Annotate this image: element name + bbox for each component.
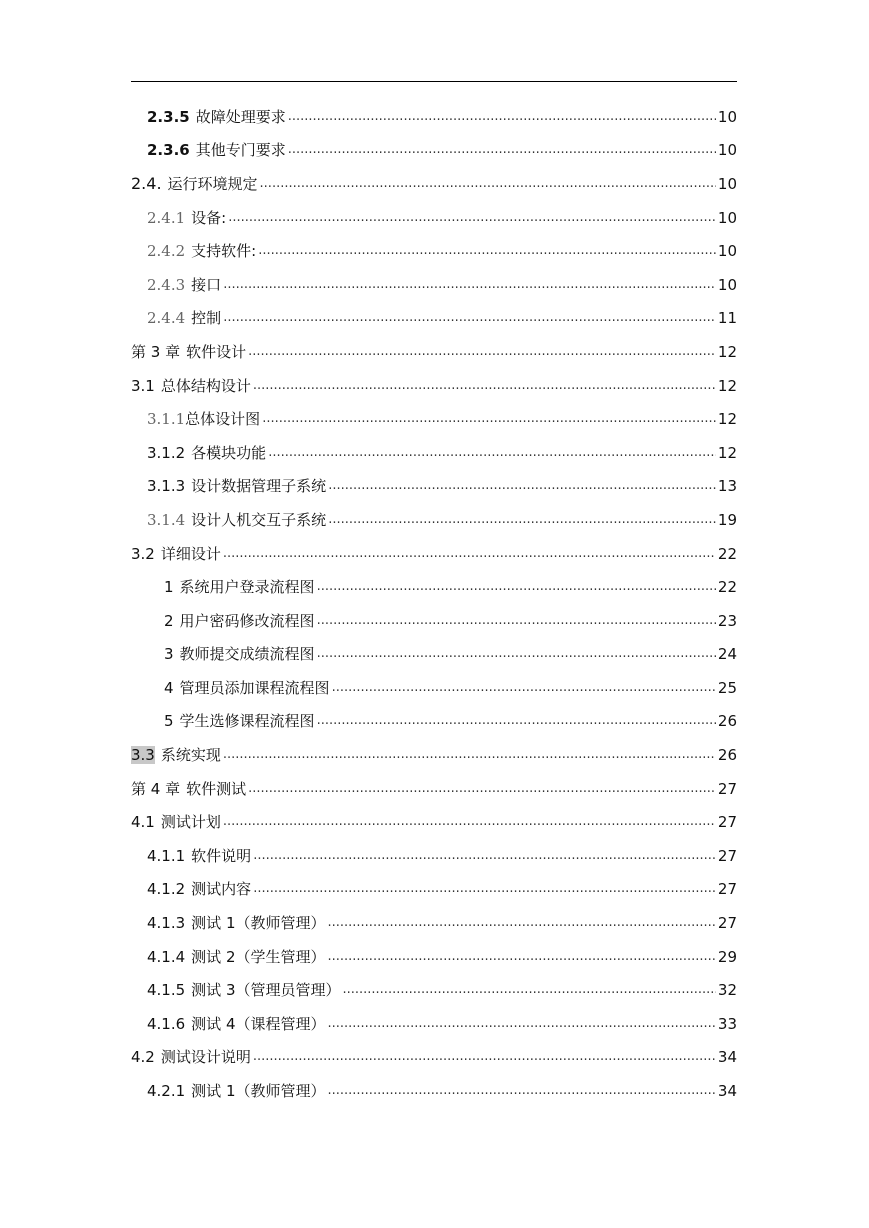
toc-entry-title [164,611,317,631]
toc-entry-title [147,107,288,127]
toc-entry-number: 3 [164,645,174,664]
dot-leader [253,846,716,866]
dot-leader [260,174,716,194]
toc-entry-title [147,208,228,228]
toc-entry-page: 23 [717,611,737,630]
toc-entry[interactable] [131,167,737,201]
toc-entry[interactable] [131,335,737,369]
toc-entry-text: 设计人机交互子系统 [191,510,327,529]
dot-leader [223,275,716,295]
toc-entry-number: 第 4 章 [131,779,181,798]
toc-entry[interactable] [131,906,737,940]
toc-entry-text: 总体结构设计 [160,376,251,395]
toc-entry-number: 2.4.4 [147,309,186,328]
dot-leader [248,779,716,799]
toc-entry-number: 4.1.5 [147,981,186,1000]
dot-leader [342,980,715,1000]
toc-entry-title [147,275,223,295]
toc-entry-page: 10 [717,174,737,193]
toc-entry-title [147,1014,327,1034]
toc-entry-page: 10 [717,208,737,227]
dot-leader [317,644,716,664]
dot-leader [328,476,716,496]
toc-entry-title [131,779,248,799]
toc-entry-page: 11 [717,309,737,328]
toc-entry-page: 27 [717,779,737,798]
dot-leader [327,913,715,933]
toc-entry-text: 测试 1（教师管理） [191,1082,326,1101]
toc-entry-number: 4.1.6 [147,1014,186,1033]
toc-entry-number: 3.1 [131,376,155,395]
toc-entry-title [164,577,317,597]
toc-entry[interactable] [131,1041,737,1075]
toc-entry-text: 运行环境规定 [167,174,258,193]
toc-entry-page: 22 [717,578,737,597]
toc-entry[interactable] [131,537,737,571]
toc-entry[interactable] [131,772,737,806]
toc-entry[interactable] [131,705,737,739]
toc-entry[interactable] [131,873,737,907]
toc-entry-page: 34 [717,1048,737,1067]
toc-entry-number: 4.1 [131,813,155,832]
toc-entry-number: 2.3.6 [147,141,190,160]
toc-entry-page: 27 [717,880,737,899]
toc-entry-number: 4.1.4 [147,947,186,966]
dot-leader [327,947,715,967]
toc-entry-title [147,409,262,429]
toc-entry-page: 26 [717,712,737,731]
toc-entry[interactable] [131,436,737,470]
toc-entry-number: 3.1.2 [147,443,186,462]
toc-entry-number: 3.2 [131,544,155,563]
toc-entry-number: 1 [164,578,174,597]
toc-entry[interactable] [131,805,737,839]
toc-entry[interactable] [131,604,737,638]
toc-entry-number: 2.4.1 [147,208,186,227]
toc-entry[interactable] [131,973,737,1007]
toc-entry[interactable] [131,738,737,772]
toc-entry-page: 10 [717,242,737,261]
toc-entry-text: 接口 [191,275,222,294]
table-of-contents [131,100,737,1108]
toc-entry-page: 10 [717,275,737,294]
toc-entry-page: 10 [717,141,737,160]
toc-entry-title [147,308,223,328]
dot-leader [327,1014,715,1034]
toc-entry-text: 软件设计 [186,342,247,361]
toc-entry-page: 24 [717,645,737,664]
dot-leader [288,107,716,127]
toc-entry-title [164,678,332,698]
toc-entry-title [147,476,328,496]
toc-entry-text: 设计数据管理子系统 [191,477,327,496]
toc-entry-number: 2.4.2 [147,242,186,261]
toc-entry[interactable] [131,234,737,268]
toc-entry-title [164,644,317,664]
toc-entry-text: 测试设计说明 [160,1048,251,1067]
toc-entry-title [131,812,223,832]
toc-entry-number: 4.1.3 [147,914,186,933]
toc-entry-page: 34 [717,1082,737,1101]
toc-entry-number: 2.4.3 [147,275,186,294]
dot-leader [327,1081,715,1101]
dot-leader [317,611,716,631]
dot-leader [262,409,716,429]
toc-entry-page: 29 [717,947,737,966]
toc-entry-text: 学生选修课程流程图 [179,712,315,731]
dot-leader [223,745,716,765]
toc-entry-page: 19 [717,510,737,529]
dot-leader [253,879,716,899]
toc-entry[interactable] [131,1074,737,1108]
toc-entry-text: 测试内容 [191,880,252,899]
toc-entry-text: 管理员添加课程流程图 [179,678,330,697]
toc-entry-title [131,1047,253,1067]
toc-entry-page: 10 [717,107,737,126]
dot-leader [258,241,716,261]
toc-entry-page: 26 [717,746,737,765]
toc-entry-title [131,745,223,765]
toc-entry-title [147,443,268,463]
toc-entry-page: 27 [717,914,737,933]
toc-entry-text: 故障处理要求 [195,107,286,126]
toc-entry-text: 测试 1（教师管理） [191,914,326,933]
toc-entry[interactable] [131,201,737,235]
toc-entry-title [164,711,317,731]
toc-entry[interactable] [131,570,737,604]
dot-leader [288,140,716,160]
toc-entry-title [147,1081,327,1101]
toc-entry[interactable] [131,402,737,436]
toc-entry-text: 软件测试 [186,779,247,798]
toc-entry-title [131,174,260,194]
toc-entry-text: 测试计划 [160,813,221,832]
toc-entry[interactable] [131,839,737,873]
toc-entry-number: 4.1.2 [147,880,186,899]
toc-entry-number: 4 [164,678,174,697]
toc-entry[interactable] [131,369,737,403]
toc-entry-title [147,846,253,866]
toc-entry-number: 第 3 章 [131,342,181,361]
toc-entry-page: 33 [717,1014,737,1033]
toc-entry-text: 支持软件: [191,242,257,261]
toc-entry-text: 设备: [191,208,227,227]
toc-entry[interactable] [131,302,737,336]
toc-entry-number: 3.1.4 [147,510,186,529]
toc-entry-number: 3.1.1 [147,410,186,429]
dot-leader [223,308,716,328]
toc-entry[interactable] [131,940,737,974]
toc-entry-text: 总体设计图 [185,410,261,429]
toc-entry-text: 其他专门要求 [195,141,286,160]
dot-leader [253,376,716,396]
toc-entry-title [131,544,223,564]
toc-entry-page: 13 [717,477,737,496]
toc-entry-text: 系统实现 [160,746,221,765]
toc-entry[interactable] [131,503,737,537]
toc-entry[interactable] [131,671,737,705]
toc-entry-page: 22 [717,544,737,563]
toc-entry-page: 12 [717,410,737,429]
toc-entry-number: 4.1.1 [147,846,186,865]
toc-entry-title [147,980,342,1000]
dot-leader [268,443,716,463]
toc-entry-number: 3.3 [131,746,155,765]
toc-entry-text: 测试 2（学生管理） [191,947,326,966]
dot-leader [317,711,716,731]
toc-entry-text: 用户密码修改流程图 [179,611,315,630]
dot-leader [228,208,716,228]
toc-entry[interactable] [131,638,737,672]
toc-entry-page: 25 [717,678,737,697]
header-rule [131,81,737,82]
toc-entry-title [131,376,253,396]
toc-entry-page: 27 [717,846,737,865]
toc-entry-title [131,342,248,362]
dot-leader [253,1047,716,1067]
dot-leader [223,544,716,564]
toc-entry-page: 12 [717,342,737,361]
toc-entry[interactable] [131,268,737,302]
toc-entry-title [147,241,258,261]
toc-entry-title [147,510,328,530]
toc-entry-text: 软件说明 [191,846,252,865]
toc-entry[interactable] [131,134,737,168]
dot-leader [248,342,716,362]
toc-entry-text: 系统用户登录流程图 [179,578,315,597]
toc-entry[interactable] [131,100,737,134]
toc-entry-number: 4.2.1 [147,1082,186,1101]
dot-leader [223,812,716,832]
toc-entry-text: 教师提交成绩流程图 [179,645,315,664]
toc-entry-title [147,947,327,967]
toc-entry-text: 各模块功能 [191,443,267,462]
toc-entry-page: 27 [717,813,737,832]
toc-entry-number: 4.2 [131,1048,155,1067]
toc-entry[interactable] [131,1007,737,1041]
toc-entry-page: 12 [717,443,737,462]
toc-entry-text: 测试 4（课程管理） [191,1014,326,1033]
toc-entry-number: 3.1.3 [147,477,186,496]
dot-leader [332,678,716,698]
toc-entry-page: 12 [717,376,737,395]
toc-entry-title [147,140,288,160]
toc-entry-number: 2.4. [131,173,162,193]
toc-entry-title [147,913,327,933]
toc-entry-page: 32 [717,981,737,1000]
toc-entry-text: 控制 [191,309,222,328]
toc-entry-text: 测试 3（管理员管理） [191,981,341,1000]
toc-entry[interactable] [131,470,737,504]
dot-leader [328,510,716,530]
toc-entry-text: 详细设计 [160,544,221,563]
toc-entry-number: 2 [164,611,174,630]
toc-entry-number: 5 [164,712,174,731]
dot-leader [317,577,716,597]
toc-entry-number: 2.3.5 [147,107,190,126]
toc-entry-title [147,879,253,899]
